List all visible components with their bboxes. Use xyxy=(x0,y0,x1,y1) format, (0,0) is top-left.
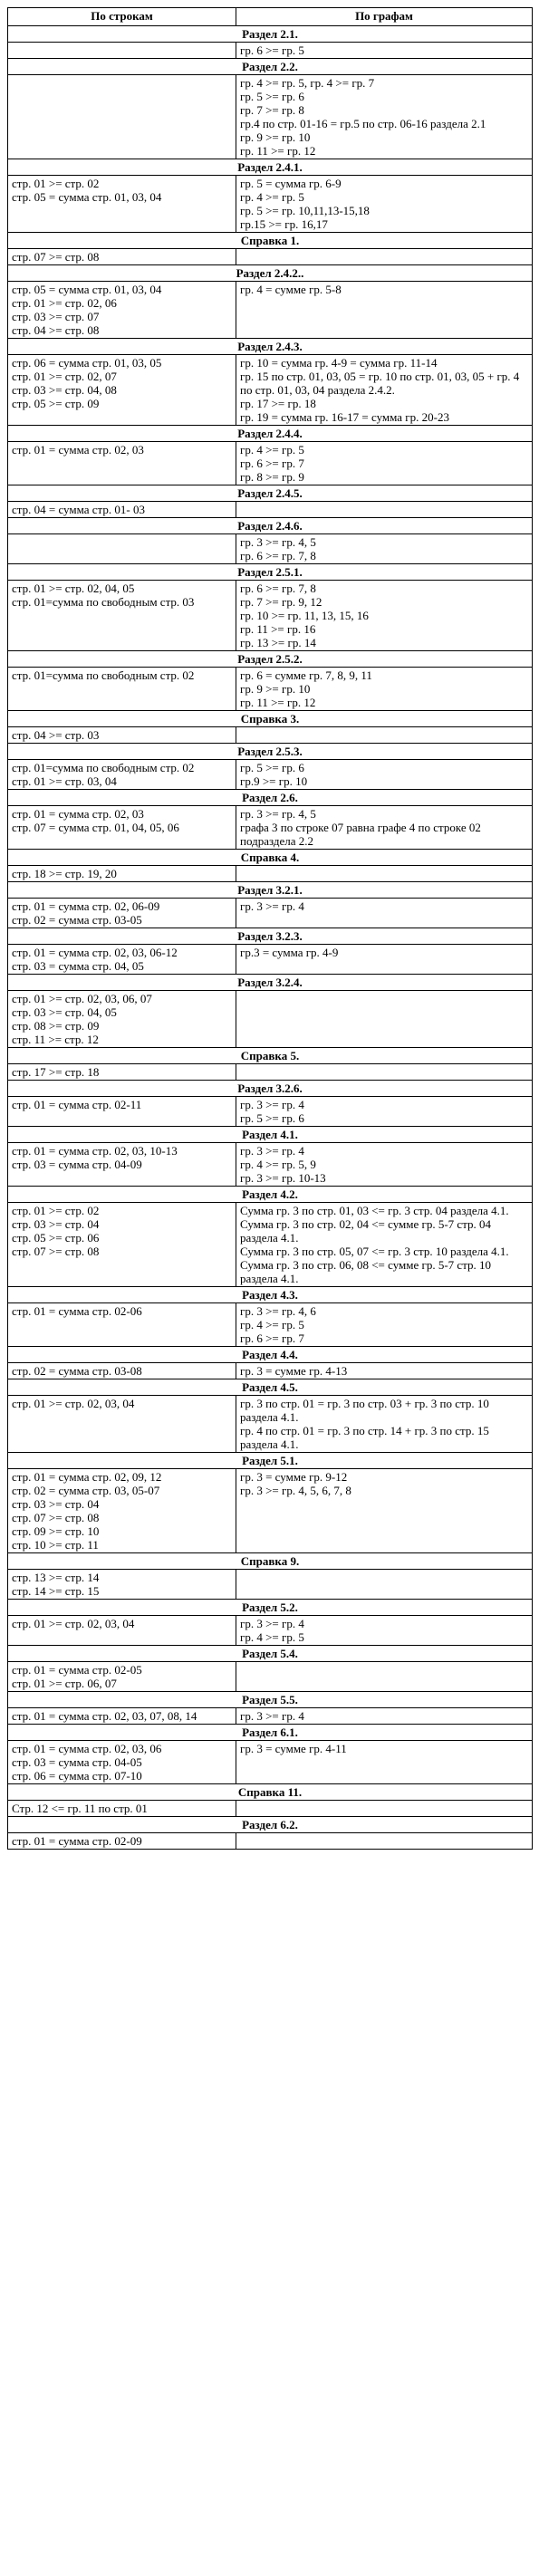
column-rule: гр.4 по стр. 01-16 = гр.5 по стр. 06-16 раздела 2.1 xyxy=(240,117,486,130)
section-rules-row xyxy=(8,760,533,790)
section-title: Раздел 2.4.6. xyxy=(8,518,533,534)
row-rules-cell xyxy=(8,442,236,485)
row-rule: стр. 01 >= стр. 02, 03, 06, 07 xyxy=(12,992,152,1005)
row-rules-cell xyxy=(8,866,236,882)
column-rule: гр. 6 >= гр. 5 xyxy=(240,43,304,57)
section-header-row xyxy=(8,59,533,75)
row-rules-cell xyxy=(8,945,236,975)
column-rules-cell xyxy=(236,1396,533,1453)
section-title: Раздел 2.5.1. xyxy=(8,564,533,581)
row-rule: стр. 03 >= стр. 04 xyxy=(12,1497,100,1511)
row-rule: стр. 01 = сумма стр. 02, 03 xyxy=(12,443,144,457)
column-rule: гр.9 >= гр. 10 xyxy=(240,774,308,788)
row-rules-cell xyxy=(8,1143,236,1187)
section-title: Раздел 2.5.2. xyxy=(8,651,533,668)
row-rule: стр. 14 >= стр. 15 xyxy=(12,1584,100,1598)
section-header-row xyxy=(8,1287,533,1303)
column-rule: гр. 3 = сумме гр. 4-13 xyxy=(240,1364,348,1378)
row-rule: стр. 01 = сумма стр. 02, 09, 12 xyxy=(12,1470,162,1484)
column-rules-cell xyxy=(236,581,533,651)
section-header-row xyxy=(8,1187,533,1203)
column-rule: гр. 4 >= гр. 5, 9 xyxy=(240,1158,316,1171)
row-rule: стр. 01 = сумма стр. 02, 03, 06 xyxy=(12,1742,162,1755)
section-rules-row xyxy=(8,1741,533,1784)
column-rules-cell xyxy=(236,355,533,426)
section-title: Раздел 4.4. xyxy=(8,1347,533,1363)
section-title: Раздел 6.1. xyxy=(8,1725,533,1741)
section-header-row xyxy=(8,485,533,502)
row-rule: стр. 01 = сумма стр. 02, 06-09 xyxy=(12,899,160,913)
section-header-row xyxy=(8,159,533,176)
column-rule: гр. 15 по стр. 01, 03, 05 = гр. 10 по стр. 01, 03, 05 + гр. 4 по стр. 01, 03, 04 раздела 2.4.2. xyxy=(240,370,520,397)
section-header-row xyxy=(8,1692,533,1708)
row-rule: стр. 04 >= стр. 08 xyxy=(12,323,100,337)
row-rules-cell xyxy=(8,1801,236,1817)
row-rules-cell xyxy=(8,1570,236,1600)
row-rules-cell xyxy=(8,1303,236,1347)
section-rules-row xyxy=(8,43,533,59)
validation-rules-table xyxy=(7,7,533,1850)
section-header-row xyxy=(8,1081,533,1097)
column-rule: гр. 3 >= гр. 4 xyxy=(240,1617,304,1630)
row-rule: стр. 17 >= стр. 18 xyxy=(12,1065,100,1079)
row-rule: стр. 01 = сумма стр. 02, 03, 10-13 xyxy=(12,1144,178,1158)
column-rule: гр. 7 >= гр. 8 xyxy=(240,103,304,117)
section-header-row xyxy=(8,1048,533,1064)
column-rules-cell xyxy=(236,899,533,928)
section-header-row xyxy=(8,1646,533,1662)
section-header-row xyxy=(8,1347,533,1363)
section-rules-row xyxy=(8,727,533,744)
column-rule: Сумма гр. 3 по стр. 02, 04 <= сумме гр. 5-7 стр. 04 раздела 4.1. xyxy=(240,1217,492,1245)
section-rules-row xyxy=(8,176,533,233)
section-title: Раздел 2.4.3. xyxy=(8,339,533,355)
column-rule: гр. 6 >= гр. 7 xyxy=(240,457,304,470)
section-title: Справка 1. xyxy=(8,233,533,249)
row-rule: стр. 01 = сумма стр. 02, 03, 07, 08, 14 xyxy=(12,1709,197,1723)
column-rule: гр. 3 >= гр. 10-13 xyxy=(240,1171,326,1185)
column-rule: гр. 9 >= гр. 10 xyxy=(240,130,311,144)
section-header-row xyxy=(8,975,533,991)
section-header-row xyxy=(8,564,533,581)
column-rule: гр. 17 >= гр. 18 xyxy=(240,397,316,410)
section-header-row xyxy=(8,850,533,866)
section-rules-row xyxy=(8,442,533,485)
column-rules-cell xyxy=(236,249,533,265)
column-rules-cell xyxy=(236,1833,533,1850)
row-rule: стр. 03 >= стр. 04, 05 xyxy=(12,1005,117,1019)
row-rule: стр. 01=сумма по свободным стр. 02 xyxy=(12,761,195,774)
column-rules-cell xyxy=(236,75,533,159)
column-rule: гр.3 = сумма гр. 4-9 xyxy=(240,946,339,959)
row-rules-cell xyxy=(8,1203,236,1287)
section-title: Раздел 4.3. xyxy=(8,1287,533,1303)
row-rules-cell xyxy=(8,581,236,651)
section-header-row xyxy=(8,426,533,442)
column-rule: гр. 3 = сумме гр. 4-11 xyxy=(240,1742,347,1755)
section-header-row xyxy=(8,651,533,668)
table-body xyxy=(8,26,533,1850)
section-title: Справка 4. xyxy=(8,850,533,866)
row-rules-cell xyxy=(8,1363,236,1379)
section-title: Раздел 3.2.4. xyxy=(8,975,533,991)
row-rule: стр. 07 = сумма стр. 01, 04, 05, 06 xyxy=(12,821,179,834)
column-rule: графа 3 по строке 07 равна графе 4 по строке 02 подраздела 2.2 xyxy=(240,821,481,848)
section-rules-row xyxy=(8,282,533,339)
row-rules-cell xyxy=(8,1097,236,1127)
column-rules-cell xyxy=(236,1303,533,1347)
section-title: Справка 9. xyxy=(8,1553,533,1570)
row-rules-cell xyxy=(8,760,236,790)
section-rules-row xyxy=(8,1203,533,1287)
row-rule: стр. 13 >= стр. 14 xyxy=(12,1571,100,1584)
column-rule: гр. 5 = сумма гр. 6-9 xyxy=(240,177,342,190)
row-rules-cell xyxy=(8,1833,236,1850)
section-header-row xyxy=(8,1600,533,1616)
row-rule: стр. 02 = сумма стр. 03-08 xyxy=(12,1364,142,1378)
row-rules-cell xyxy=(8,1662,236,1692)
section-rules-row xyxy=(8,1396,533,1453)
column-rule: гр. 3 по стр. 01 = гр. 3 по стр. 03 + гр. 3 по стр. 10 раздела 4.1. xyxy=(240,1397,489,1424)
row-rule: стр. 01 >= стр. 02 xyxy=(12,177,100,190)
column-rule: гр. 6 >= гр. 7, 8 xyxy=(240,549,316,562)
column-rule: Сумма гр. 3 по стр. 01, 03 <= гр. 3 стр. 04 раздела 4.1. xyxy=(240,1204,509,1217)
section-rules-row xyxy=(8,1303,533,1347)
row-rules-cell xyxy=(8,502,236,518)
section-title: Раздел 4.2. xyxy=(8,1187,533,1203)
column-rule: Сумма гр. 3 по стр. 05, 07 <= гр. 3 стр. 10 раздела 4.1. xyxy=(240,1245,509,1258)
row-rule: стр. 07 >= стр. 08 xyxy=(12,250,100,264)
section-title: Справка 3. xyxy=(8,711,533,727)
row-rule: стр. 01 >= стр. 03, 04 xyxy=(12,774,117,788)
column-rules-cell xyxy=(236,668,533,711)
row-rule: стр. 05 >= стр. 06 xyxy=(12,1231,100,1245)
section-rules-row xyxy=(8,534,533,564)
column-rule: Сумма гр. 3 по стр. 06, 08 <= сумме гр. 5-7 стр. 10 раздела 4.1. xyxy=(240,1258,492,1285)
row-rule: стр. 01 >= стр. 02, 04, 05 xyxy=(12,582,135,595)
row-rules-cell xyxy=(8,991,236,1048)
section-header-row xyxy=(8,1817,533,1833)
row-rule: стр. 03 = сумма стр. 04, 05 xyxy=(12,959,144,973)
section-rules-row xyxy=(8,866,533,882)
row-rules-cell xyxy=(8,75,236,159)
section-title: Раздел 4.1. xyxy=(8,1127,533,1143)
row-rule: стр. 03 >= стр. 04 xyxy=(12,1217,100,1231)
section-title: Раздел 6.2. xyxy=(8,1817,533,1833)
column-rules-cell xyxy=(236,991,533,1048)
row-rule: стр. 01 = сумма стр. 02-09 xyxy=(12,1834,142,1848)
header-by-rows: По строкам xyxy=(8,8,236,26)
section-title: Раздел 2.4.5. xyxy=(8,485,533,502)
column-rule: гр. 3 >= гр. 4, 5 xyxy=(240,807,316,821)
column-rule: гр. 3 >= гр. 4 xyxy=(240,899,304,913)
row-rules-cell xyxy=(8,727,236,744)
column-rule: гр. 4 >= гр. 5 xyxy=(240,190,304,204)
column-rules-cell xyxy=(236,1363,533,1379)
section-rules-row xyxy=(8,502,533,518)
column-rule: гр. 4 >= гр. 5 xyxy=(240,1318,304,1331)
row-rule: стр. 01 >= стр. 02, 06 xyxy=(12,296,117,310)
column-rule: гр. 11 >= гр. 16 xyxy=(240,622,316,636)
column-rules-cell xyxy=(236,43,533,59)
section-title: Раздел 3.2.3. xyxy=(8,928,533,945)
column-rule: гр. 4 >= гр. 5 xyxy=(240,443,304,457)
row-rule: стр. 03 >= стр. 04, 08 xyxy=(12,383,117,397)
column-rule: гр. 3 >= гр. 4 xyxy=(240,1098,304,1111)
section-header-row xyxy=(8,744,533,760)
column-rules-cell xyxy=(236,282,533,339)
column-rules-cell xyxy=(236,727,533,744)
section-header-row xyxy=(8,518,533,534)
row-rule: стр. 09 >= стр. 10 xyxy=(12,1524,100,1538)
column-rules-cell xyxy=(236,866,533,882)
column-rule: гр. 3 >= гр. 4 xyxy=(240,1709,304,1723)
row-rule: стр. 05 = сумма стр. 01, 03, 04 xyxy=(12,283,162,296)
column-rule: гр. 4 >= гр. 5, гр. 4 >= гр. 7 xyxy=(240,76,375,90)
column-rule: гр. 5 >= гр. 6 xyxy=(240,1111,304,1125)
row-rule: стр. 01 = сумма стр. 02, 03 xyxy=(12,807,144,821)
column-rule: гр. 11 >= гр. 12 xyxy=(240,696,316,709)
column-rule: гр. 19 = сумма гр. 16-17 = сумма гр. 20-23 xyxy=(240,410,449,424)
section-title: Раздел 5.1. xyxy=(8,1453,533,1469)
row-rule: стр. 01=сумма по свободным стр. 03 xyxy=(12,595,195,609)
row-rule: стр. 01 = сумма стр. 02-05 xyxy=(12,1663,142,1677)
row-rule: стр. 06 = сумма стр. 01, 03, 05 xyxy=(12,356,162,370)
row-rule: стр. 11 >= стр. 12 xyxy=(12,1033,99,1046)
row-rule: стр. 02 = сумма стр. 03, 05-07 xyxy=(12,1484,160,1497)
row-rule: стр. 07 >= стр. 08 xyxy=(12,1511,100,1524)
column-rule: гр. 4 = сумме гр. 5-8 xyxy=(240,283,342,296)
column-rule: гр.15 >= гр. 16,17 xyxy=(240,217,328,231)
row-rule: стр. 06 = сумма стр. 07-10 xyxy=(12,1769,142,1783)
row-rules-cell xyxy=(8,534,236,564)
row-rules-cell xyxy=(8,668,236,711)
column-rules-cell xyxy=(236,1097,533,1127)
section-header-row xyxy=(8,265,533,282)
column-rule: гр. 3 >= гр. 4, 6 xyxy=(240,1304,316,1318)
section-header-row xyxy=(8,339,533,355)
column-rule: гр. 10 >= гр. 11, 13, 15, 16 xyxy=(240,609,369,622)
column-rules-cell xyxy=(236,1741,533,1784)
row-rules-cell xyxy=(8,355,236,426)
row-rule: стр. 02 = сумма стр. 03-05 xyxy=(12,913,142,927)
column-rules-cell xyxy=(236,176,533,233)
row-rule: стр. 01 >= стр. 02, 03, 04 xyxy=(12,1617,135,1630)
column-rules-cell xyxy=(236,502,533,518)
column-rule: гр. 3 >= гр. 4, 5, 6, 7, 8 xyxy=(240,1484,351,1497)
section-header-row xyxy=(8,711,533,727)
column-rules-cell xyxy=(236,1064,533,1081)
column-rule: гр. 7 >= гр. 9, 12 xyxy=(240,595,322,609)
column-rule: гр. 6 >= гр. 7, 8 xyxy=(240,582,316,595)
section-header-row xyxy=(8,1725,533,1741)
section-title: Раздел 2.1. xyxy=(8,26,533,43)
row-rule: стр. 05 = сумма стр. 01, 03, 04 xyxy=(12,190,162,204)
section-rules-row xyxy=(8,1363,533,1379)
column-rules-cell xyxy=(236,1708,533,1725)
row-rule: стр. 18 >= стр. 19, 20 xyxy=(12,867,117,880)
column-rules-cell xyxy=(236,1203,533,1287)
section-header-row xyxy=(8,1379,533,1396)
row-rule: стр. 01 = сумма стр. 02-11 xyxy=(12,1098,142,1111)
column-rules-cell xyxy=(236,945,533,975)
row-rule: стр. 05 >= стр. 09 xyxy=(12,397,100,410)
row-rule: стр. 01=сумма по свободным стр. 02 xyxy=(12,668,195,682)
column-rules-cell xyxy=(236,1801,533,1817)
header-by-columns: По графам xyxy=(236,8,533,26)
section-header-row xyxy=(8,928,533,945)
section-title: Раздел 4.5. xyxy=(8,1379,533,1396)
section-rules-row xyxy=(8,75,533,159)
row-rules-cell xyxy=(8,249,236,265)
row-rules-cell xyxy=(8,1064,236,1081)
section-header-row xyxy=(8,882,533,899)
column-rule: гр. 6 = сумме гр. 7, 8, 9, 11 xyxy=(240,668,372,682)
section-rules-row xyxy=(8,668,533,711)
section-title: Раздел 5.2. xyxy=(8,1600,533,1616)
column-rules-cell xyxy=(236,1616,533,1646)
section-title: Раздел 2.4.2.. xyxy=(8,265,533,282)
section-rules-row xyxy=(8,581,533,651)
section-header-row xyxy=(8,1784,533,1801)
section-rules-row xyxy=(8,1570,533,1600)
section-title: Раздел 5.4. xyxy=(8,1646,533,1662)
column-rule: гр. 5 >= гр. 6 xyxy=(240,90,304,103)
column-rule: гр. 3 >= гр. 4 xyxy=(240,1144,304,1158)
column-rules-cell xyxy=(236,534,533,564)
column-rule: гр. 10 = сумма гр. 4-9 = сумма гр. 11-14 xyxy=(240,356,438,370)
row-rules-cell xyxy=(8,1708,236,1725)
column-rule: гр. 9 >= гр. 10 xyxy=(240,682,311,696)
row-rules-cell xyxy=(8,806,236,850)
section-rules-row xyxy=(8,899,533,928)
row-rule: стр. 07 >= стр. 08 xyxy=(12,1245,100,1258)
column-rule: гр. 8 >= гр. 9 xyxy=(240,470,304,484)
row-rules-cell xyxy=(8,1741,236,1784)
column-rules-cell xyxy=(236,806,533,850)
section-rules-row xyxy=(8,1143,533,1187)
section-rules-row xyxy=(8,1708,533,1725)
column-rule: гр. 5 >= гр. 10,11,13-15,18 xyxy=(240,204,370,217)
column-rules-cell xyxy=(236,760,533,790)
section-title: Справка 11. xyxy=(8,1784,533,1801)
column-rules-cell xyxy=(236,1143,533,1187)
row-rule: стр. 03 >= стр. 07 xyxy=(12,310,100,323)
column-rules-cell xyxy=(236,1570,533,1600)
row-rules-cell xyxy=(8,899,236,928)
row-rule: стр. 10 >= стр. 11 xyxy=(12,1538,99,1552)
row-rule: стр. 01 >= стр. 02 xyxy=(12,1204,100,1217)
section-title: Раздел 3.2.6. xyxy=(8,1081,533,1097)
section-header-row xyxy=(8,233,533,249)
section-title: Раздел 3.2.1. xyxy=(8,882,533,899)
section-header-row xyxy=(8,1127,533,1143)
row-rule: стр. 03 = сумма стр. 04-09 xyxy=(12,1158,142,1171)
section-rules-row xyxy=(8,249,533,265)
column-rule: гр. 3 = сумме гр. 9-12 xyxy=(240,1470,348,1484)
row-rules-cell xyxy=(8,176,236,233)
section-rules-row xyxy=(8,1469,533,1553)
section-rules-row xyxy=(8,945,533,975)
row-rules-cell xyxy=(8,1616,236,1646)
row-rule: стр. 01 >= стр. 02, 07 xyxy=(12,370,117,383)
row-rule: стр. 03 = сумма стр. 04-05 xyxy=(12,1755,142,1769)
section-header-row xyxy=(8,1453,533,1469)
column-rules-cell xyxy=(236,1469,533,1553)
section-header-row xyxy=(8,1553,533,1570)
row-rule: Стр. 12 <= гр. 11 по стр. 01 xyxy=(12,1802,148,1815)
section-title: Раздел 2.5.3. xyxy=(8,744,533,760)
row-rule: стр. 01 >= стр. 02, 03, 04 xyxy=(12,1397,135,1410)
section-rules-row xyxy=(8,1662,533,1692)
column-rule: гр. 4 >= гр. 5 xyxy=(240,1630,304,1644)
row-rules-cell xyxy=(8,1396,236,1453)
section-header-row xyxy=(8,790,533,806)
section-rules-row xyxy=(8,806,533,850)
row-rule: стр. 04 = сумма стр. 01- 03 xyxy=(12,503,145,516)
section-rules-row xyxy=(8,991,533,1048)
row-rule: стр. 01 = сумма стр. 02, 03, 06-12 xyxy=(12,946,178,959)
section-rules-row xyxy=(8,355,533,426)
row-rule: стр. 01 = сумма стр. 02-06 xyxy=(12,1304,142,1318)
section-header-row xyxy=(8,26,533,43)
column-rule: гр. 11 >= гр. 12 xyxy=(240,144,316,158)
section-title: Раздел 2.4.1. xyxy=(8,159,533,176)
column-rule: гр. 6 >= гр. 7 xyxy=(240,1331,304,1345)
column-rule: гр. 13 >= гр. 14 xyxy=(240,636,316,649)
row-rule: стр. 01 >= стр. 06, 07 xyxy=(12,1677,117,1690)
section-title: Раздел 2.2. xyxy=(8,59,533,75)
section-rules-row xyxy=(8,1616,533,1646)
row-rules-cell xyxy=(8,43,236,59)
column-rules-cell xyxy=(236,442,533,485)
column-rule: гр. 3 >= гр. 4, 5 xyxy=(240,535,316,549)
section-rules-row xyxy=(8,1064,533,1081)
column-rule: гр. 5 >= гр. 6 xyxy=(240,761,304,774)
section-rules-row xyxy=(8,1801,533,1817)
column-rules-cell xyxy=(236,1662,533,1692)
row-rule: стр. 04 >= стр. 03 xyxy=(12,728,100,742)
table-header-row xyxy=(8,8,533,26)
section-title: Раздел 2.4.4. xyxy=(8,426,533,442)
column-rule: гр. 4 по стр. 01 = гр. 3 по стр. 14 + гр. 3 по стр. 15 раздела 4.1. xyxy=(240,1424,489,1451)
section-rules-row xyxy=(8,1833,533,1850)
row-rule: стр. 08 >= стр. 09 xyxy=(12,1019,100,1033)
row-rules-cell xyxy=(8,1469,236,1553)
row-rules-cell xyxy=(8,282,236,339)
section-title: Раздел 2.6. xyxy=(8,790,533,806)
section-rules-row xyxy=(8,1097,533,1127)
section-title: Справка 5. xyxy=(8,1048,533,1064)
section-title: Раздел 5.5. xyxy=(8,1692,533,1708)
